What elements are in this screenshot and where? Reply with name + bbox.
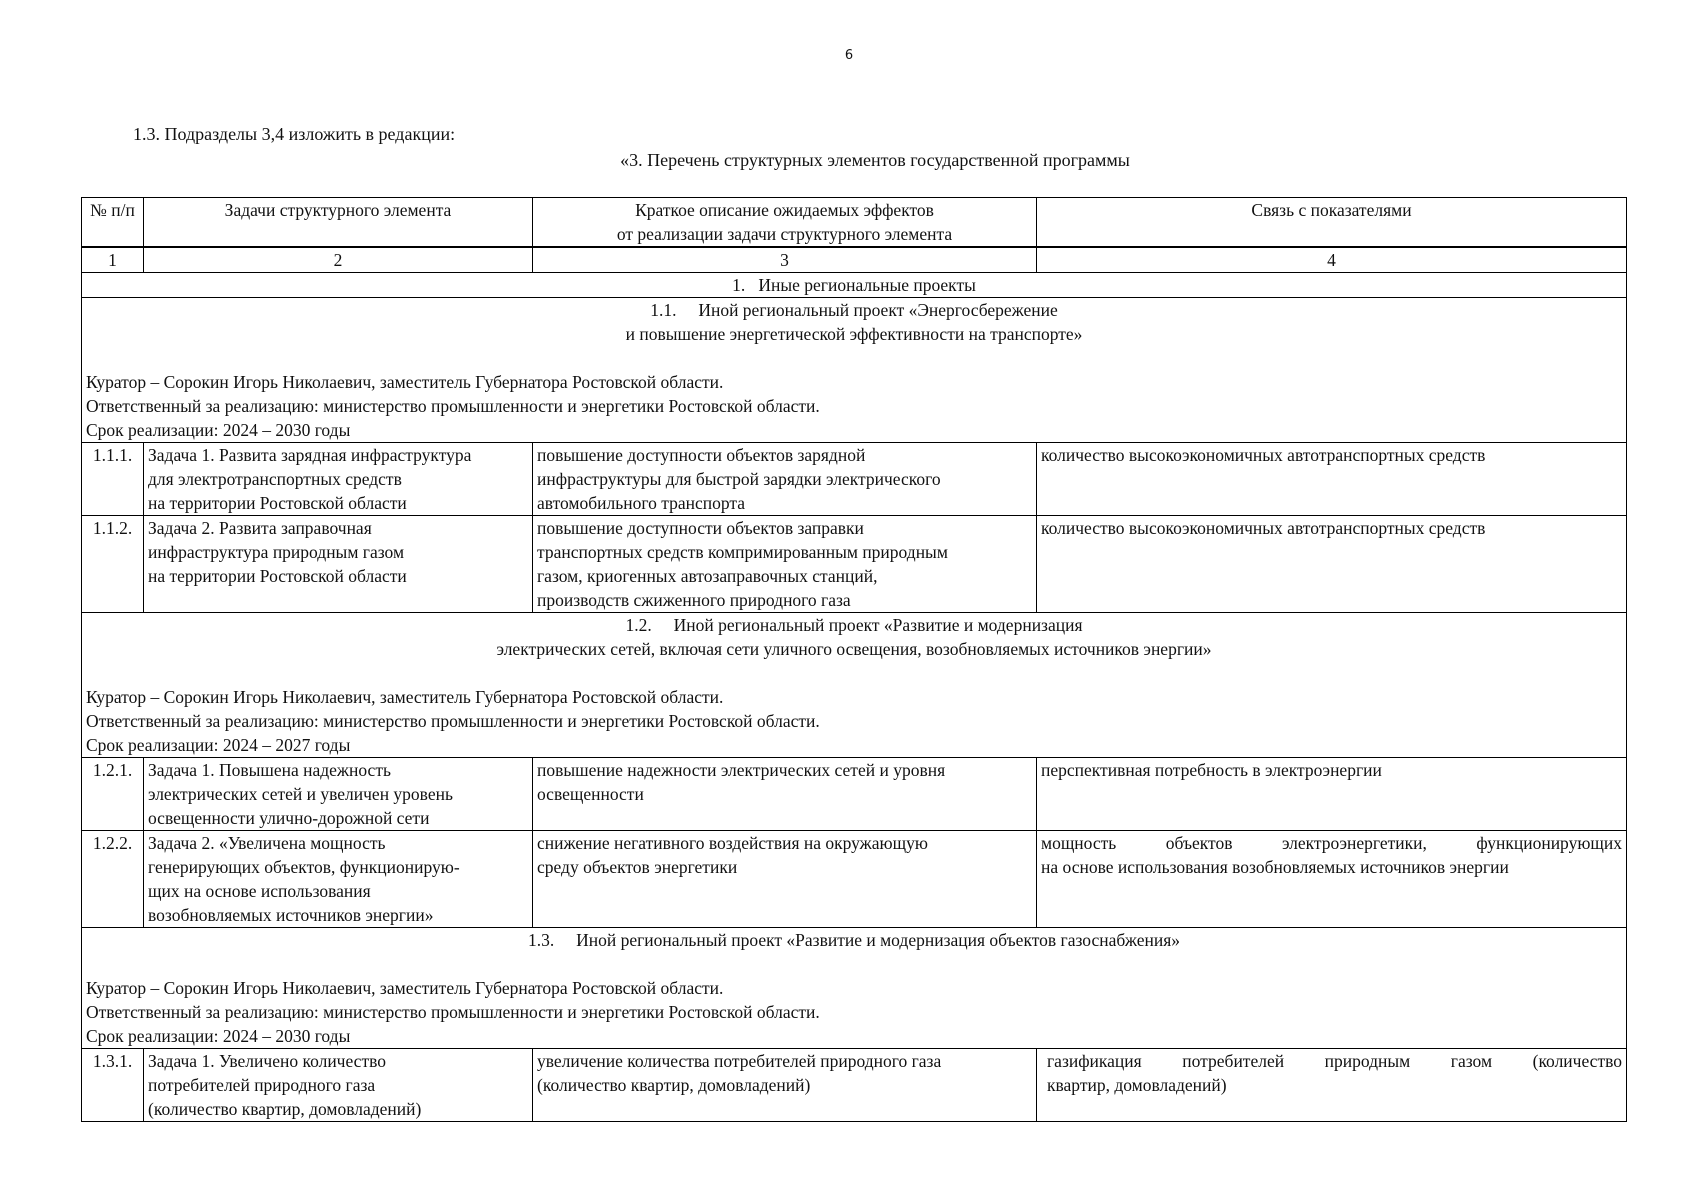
table-row (82, 443, 1627, 516)
header-no: № п/п (82, 198, 144, 248)
table-row (82, 1049, 1627, 1122)
column-number: 3 (533, 247, 1037, 273)
project-title: 1.1. Иной региональный проект «Энергосбережение (650, 300, 1058, 320)
row-number: 1.1.1. (82, 443, 144, 516)
project-term: Срок реализации: 2024 – 2030 годы (86, 420, 351, 440)
table-header-row (82, 198, 1627, 248)
table-row (82, 516, 1627, 613)
row-number: 1.2.2. (82, 831, 144, 928)
project-curator: Куратор – Сорокин Игорь Николаевич, заместитель Губернатора Ростовской области. (86, 687, 724, 707)
project-header (82, 613, 1627, 758)
column-numbers-row (82, 247, 1627, 273)
project-header (82, 298, 1627, 443)
row-link: мощность объектов электроэнергетики, функционирующих на основе использования возобновляемых источников энергии (1037, 831, 1627, 928)
project-title: и повышение энергетической эффективности на транспорте» (625, 324, 1083, 344)
row-task: Задача 2. Развита заправочная инфраструктура природным газом на территории Ростовской области (144, 516, 533, 613)
project-responsible: Ответственный за реализацию: министерство промышленности и энергетики Ростовской области. (86, 396, 820, 416)
row-number: 1.2.1. (82, 758, 144, 831)
project-term: Срок реализации: 2024 – 2030 годы (86, 1026, 351, 1046)
row-effect: увеличение количества потребителей природного газа (количество квартир, домовладений) (533, 1049, 1037, 1122)
header-effects: Краткое описание ожидаемых эффектов от реализации задачи структурного элемента (533, 198, 1037, 248)
column-number: 1 (82, 247, 144, 273)
section-title: «3. Перечень структурных элементов государственной программы (620, 150, 1130, 170)
project-title: электрических сетей, включая сети уличного освещения, возобновляемых источников энергии» (496, 639, 1212, 659)
row-link: газификация потребителей природным газом (количество квартир, домовладений) (1037, 1049, 1627, 1122)
row-task: Задача 1. Увеличено количество потребителей природного газа (количество квартир, домовладений) (144, 1049, 533, 1122)
structural-elements-table (81, 197, 1627, 1122)
row-effect: повышение доступности объектов заправки транспортных средств компримированным природным газом, криогенных автозаправочных станций, производств сжиженного природного газа (533, 516, 1037, 613)
row-task: Задача 1. Развита зарядная инфраструктура для электротранспортных средств на территории Ростовской области (144, 443, 533, 516)
column-number: 2 (144, 247, 533, 273)
group-title-row (82, 273, 1627, 298)
row-link: перспективная потребность в электроэнергии (1037, 758, 1627, 831)
table-row (82, 831, 1627, 928)
project-curator: Куратор – Сорокин Игорь Николаевич, заместитель Губернатора Ростовской области. (86, 978, 724, 998)
header-link: Связь с показателями (1037, 198, 1627, 248)
project-header (82, 928, 1627, 1049)
project-title: 1.3. Иной региональный проект «Развитие и модернизация объектов газоснабжения» (527, 930, 1180, 950)
row-task: Задача 1. Повышена надежность электрических сетей и увеличен уровень освещенности улично-дорожной сети (144, 758, 533, 831)
row-link: количество высокоэкономичных автотранспортных средств (1037, 516, 1627, 613)
project-header-row (82, 298, 1627, 443)
project-header-row (82, 613, 1627, 758)
project-curator: Куратор – Сорокин Игорь Николаевич, заместитель Губернатора Ростовской области. (86, 372, 724, 392)
group-title: 1. Иные региональные проекты (82, 273, 1627, 298)
intro-text: 1.3. Подразделы 3,4 изложить в редакции: (133, 124, 456, 144)
column-number: 4 (1037, 247, 1627, 273)
page-number: 6 (844, 48, 854, 63)
header-tasks: Задачи структурного элемента (144, 198, 533, 248)
row-number: 1.1.2. (82, 516, 144, 613)
row-link: количество высокоэкономичных автотранспортных средств (1037, 443, 1627, 516)
row-task: Задача 2. «Увеличена мощность генерирующих объектов, функционирую- щих на основе использования возобновляемых источников энергии» (144, 831, 533, 928)
row-effect: повышение доступности объектов зарядной инфраструктуры для быстрой зарядки электрического автомобильного транспорта (533, 443, 1037, 516)
project-term: Срок реализации: 2024 – 2027 годы (86, 735, 351, 755)
project-header-row (82, 928, 1627, 1049)
project-responsible: Ответственный за реализацию: министерство промышленности и энергетики Ростовской области. (86, 711, 820, 731)
project-responsible: Ответственный за реализацию: министерство промышленности и энергетики Ростовской области. (86, 1002, 820, 1022)
project-title: 1.2. Иной региональный проект «Развитие и модернизация (625, 615, 1083, 635)
row-effect: повышение надежности электрических сетей и уровня освещенности (533, 758, 1037, 831)
table-row (82, 758, 1627, 831)
row-effect: снижение негативного воздействия на окружающую среду объектов энергетики (533, 831, 1037, 928)
row-number: 1.3.1. (82, 1049, 144, 1122)
